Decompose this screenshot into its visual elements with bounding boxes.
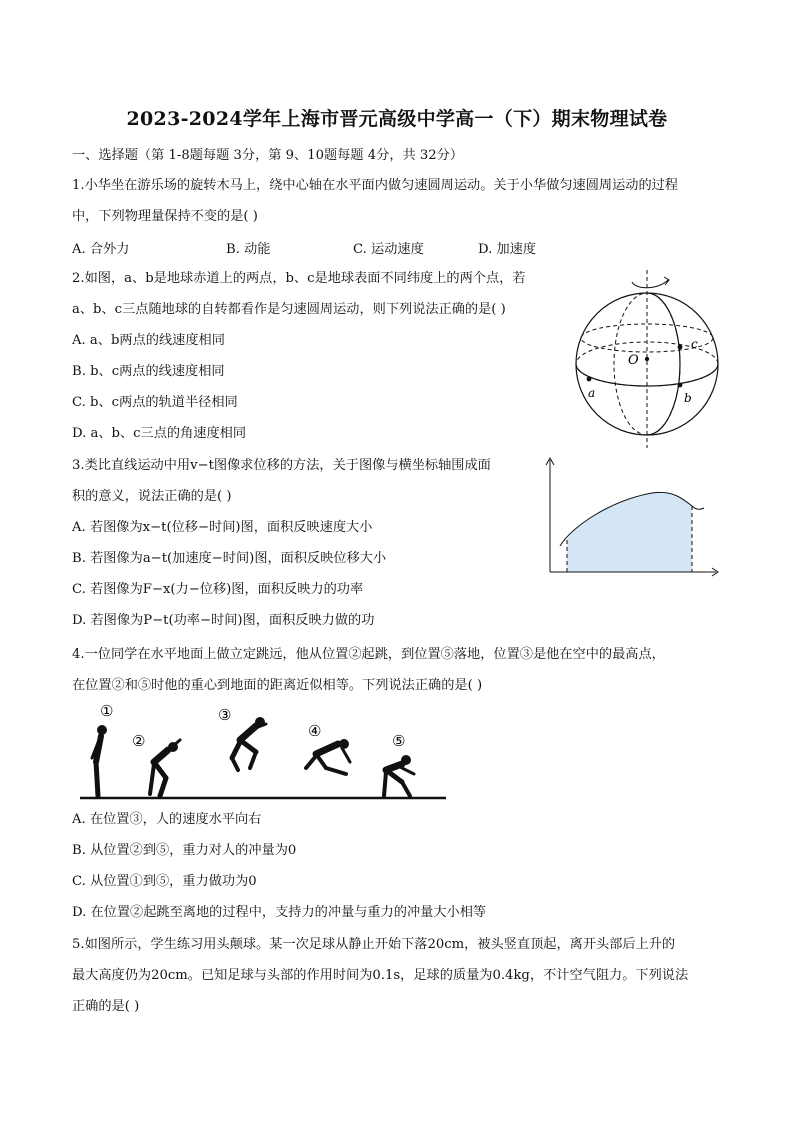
q2-option-d: D. a、b、c三点的角速度相同 xyxy=(72,426,247,441)
center-point xyxy=(645,357,649,361)
point-c xyxy=(678,345,683,350)
q3-option-d: D. 若图像为P−t(功率−时间)图，面积反映力做的功 xyxy=(72,613,375,628)
q1-option-c: C. 运动速度 xyxy=(353,242,424,257)
q3-stem-line2: 积的意义，说法正确的是( ) xyxy=(72,489,232,504)
point-a xyxy=(587,377,592,382)
jumper-figure-1 xyxy=(92,725,107,796)
q4-stem-line1: 4.一位同学在水平地面上做立定跳远，他从位置②起跳，到位置⑤落地，位置③是他在空中的最高点， xyxy=(72,647,665,662)
q3-option-c: C. 若图像为F−x(力−位移)图，面积反映力的功率 xyxy=(72,582,364,597)
position-label-1: ① xyxy=(100,702,114,720)
q2-stem-line2: a、b、c三点随地球的自转都看作是匀速圆周运动，则下列说法正确的是( ) xyxy=(72,302,506,317)
q1-option-d: D. 加速度 xyxy=(478,242,537,257)
point-b xyxy=(678,383,683,388)
q1-stem-line2: 中，下列物理量保持不变的是( ) xyxy=(72,209,258,224)
position-label-5: ⑤ xyxy=(392,732,406,750)
position-label-4: ④ xyxy=(308,722,322,740)
q5-stem-line1: 5.如图所示，学生练习用头颠球。某一次足球从静止开始下落20cm，被头竖直顶起，离开头部后上升的 xyxy=(72,937,676,952)
q1-option-a: A. 合外力 xyxy=(72,242,130,257)
q2-option-b: B. b、c两点的线速度相同 xyxy=(72,364,225,379)
earth-rotation-figure xyxy=(572,268,722,450)
q3-option-b: B. 若图像为a−t(加速度−时间)图，面积反映位移大小 xyxy=(72,551,387,566)
label-c: c xyxy=(691,337,698,351)
q4-option-b: B. 从位置②到⑤，重力对人的冲量为0 xyxy=(72,843,297,858)
standing-long-jump-figure xyxy=(80,700,450,804)
q2-option-a: A. a、b两点的线速度相同 xyxy=(72,333,225,348)
q1-option-b: B. 动能 xyxy=(226,242,271,257)
q5-stem-line3: 正确的是( ) xyxy=(72,999,140,1014)
label-a: a xyxy=(588,386,596,400)
jumper-figure-2 xyxy=(150,740,180,796)
q4-option-a: A. 在位置③，人的速度水平向右 xyxy=(72,812,262,827)
rotation-arrow-icon xyxy=(632,280,668,288)
page-title: 2023-2024学年上海市晋元高级中学高一（下）期末物理试卷 xyxy=(126,108,668,130)
q2-option-c: C. b、c两点的轨道半径相同 xyxy=(72,395,238,410)
q3-option-a: A. 若图像为x−t(位移−时间)图，面积反映速度大小 xyxy=(72,520,373,535)
q4-option-c: C. 从位置①到⑤，重力做功为0 xyxy=(72,874,257,889)
label-o: O xyxy=(628,353,639,368)
jumper-figure-5 xyxy=(384,755,414,796)
jumper-figure-4 xyxy=(306,739,350,774)
q4-option-d: D. 在位置②起跳至离地的过程中，支持力的冲量与重力的冲量大小相等 xyxy=(72,905,487,920)
position-label-2: ② xyxy=(132,732,146,750)
area-under-curve-figure xyxy=(542,458,722,578)
position-label-3: ③ xyxy=(218,706,232,724)
jumper-figure-3 xyxy=(232,717,266,770)
meridian-solid xyxy=(647,293,680,435)
section-heading: 一、选择题（第 1-8题每题 3分，第 9、10题每题 4分，共 32分） xyxy=(72,148,464,163)
shaded-area xyxy=(567,492,692,572)
q4-stem-line2: 在位置②和⑤时他的重心到地面的距离近似相等。下列说法正确的是( ) xyxy=(72,678,483,693)
q1-stem-line1: 1.小华坐在游乐场的旋转木马上，绕中心轴在水平面内做匀速圆周运动。关于小华做匀速圆周运动的过程 xyxy=(72,178,679,193)
q5-stem-line2: 最大高度仍为20cm。已知足球与头部的作用时间为0.1s，足球的质量为0.4kg，不计空气阻力。下列说法 xyxy=(72,968,689,983)
q3-stem-line1: 3.类比直线运动中用v−t图像求位移的方法，关于图像与横坐标轴围成面 xyxy=(72,458,491,473)
q2-stem-line1: 2.如图，a、b是地球赤道上的两点，b、c是地球表面不同纬度上的两个点，若 xyxy=(72,271,526,286)
label-b: b xyxy=(684,391,692,405)
q1-options xyxy=(72,238,722,258)
